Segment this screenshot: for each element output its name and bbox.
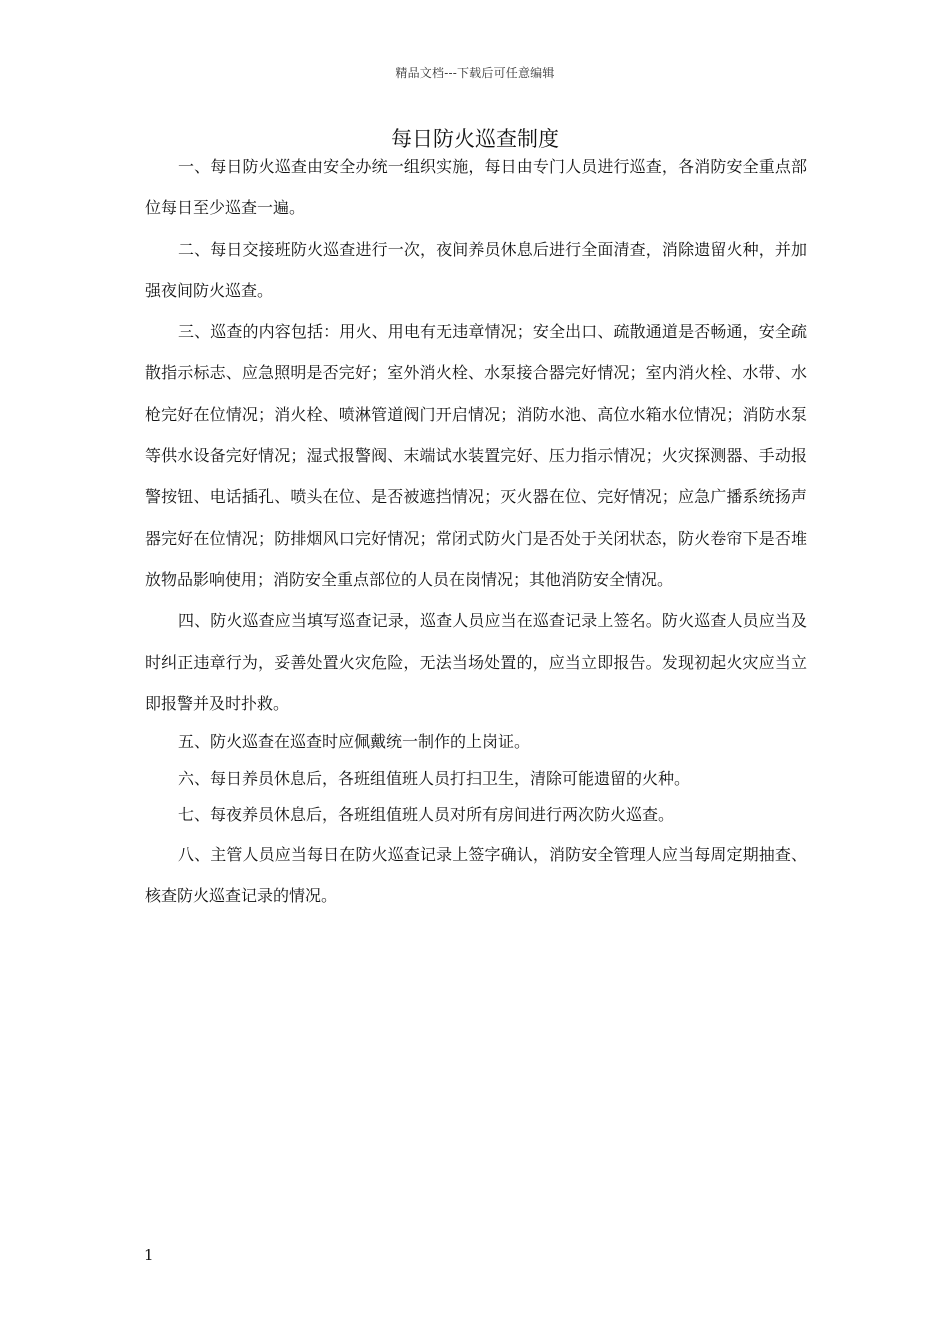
document-body	[145, 146, 807, 916]
page-header: 精品文档---下载后可任意编辑	[395, 66, 555, 80]
paragraph-6: 六、每日养员休息后，各班组值班人员打扫卫生，清除可能遗留的火种。	[178, 768, 691, 788]
paragraph-2: 二、每日交接班防火巡查进行一次，夜间养员休息后进行全面清查，消除遗留火种，并加强夜间防火巡查。	[145, 239, 807, 300]
paragraph-7: 七、每夜养员休息后，各班组值班人员对所有房间进行两次防火巡查。	[178, 805, 675, 825]
paragraph-8: 八、主管人员应当每日在防火巡查记录上签字确认，消防安全管理人应当每周定期抽查、核查防火巡查记录的情况。	[145, 844, 807, 905]
paragraph-3: 三、巡查的内容包括：用火、用电有无违章情况；安全出口、疏散通道是否畅通，安全疏散指示标志、应急照明是否完好；室外消火栓、水泵接合器完好情况；室内消火栓、水带、水枪完好在位情况；消火栓、喷淋管道阀门开启情况；消防水池、高位水箱水位情况；消防水泵等供水设备完好情况；湿式报警阀、末端试水装置完好、压力指示情况；火灾探测器、手动报警按钮、电话插孔、喷头在位、是否被遮挡情况；灭火器在位、完好情况；应急广播系统扬声器完好在位情况；防排烟风口完好情况；常闭式防火门是否处于关闭状态，防火卷帘下是否堆放物品影响使用；消防安全重点部位的人员在岗情况；其他消防安全情况。	[145, 322, 807, 589]
paragraph-1: 一、每日防火巡查由安全办统一组织实施，每日由专门人员进行巡查，各消防安全重点部位每日至少巡查一遍。	[145, 157, 807, 218]
document-title: 每日防火巡查制度	[391, 127, 559, 151]
paragraph-4: 四、防火巡查应当填写巡查记录，巡查人员应当在巡查记录上签名。防火巡查人员应当及时纠正违章行为，妥善处置火灾危险，无法当场处置的，应当立即报告。发现初起火灾应当立即报警并及时扑救。	[145, 611, 807, 713]
paragraph-5: 五、防火巡查在巡查时应佩戴统一制作的上岗证。	[178, 732, 531, 752]
page-number: 1	[144, 1246, 154, 1264]
